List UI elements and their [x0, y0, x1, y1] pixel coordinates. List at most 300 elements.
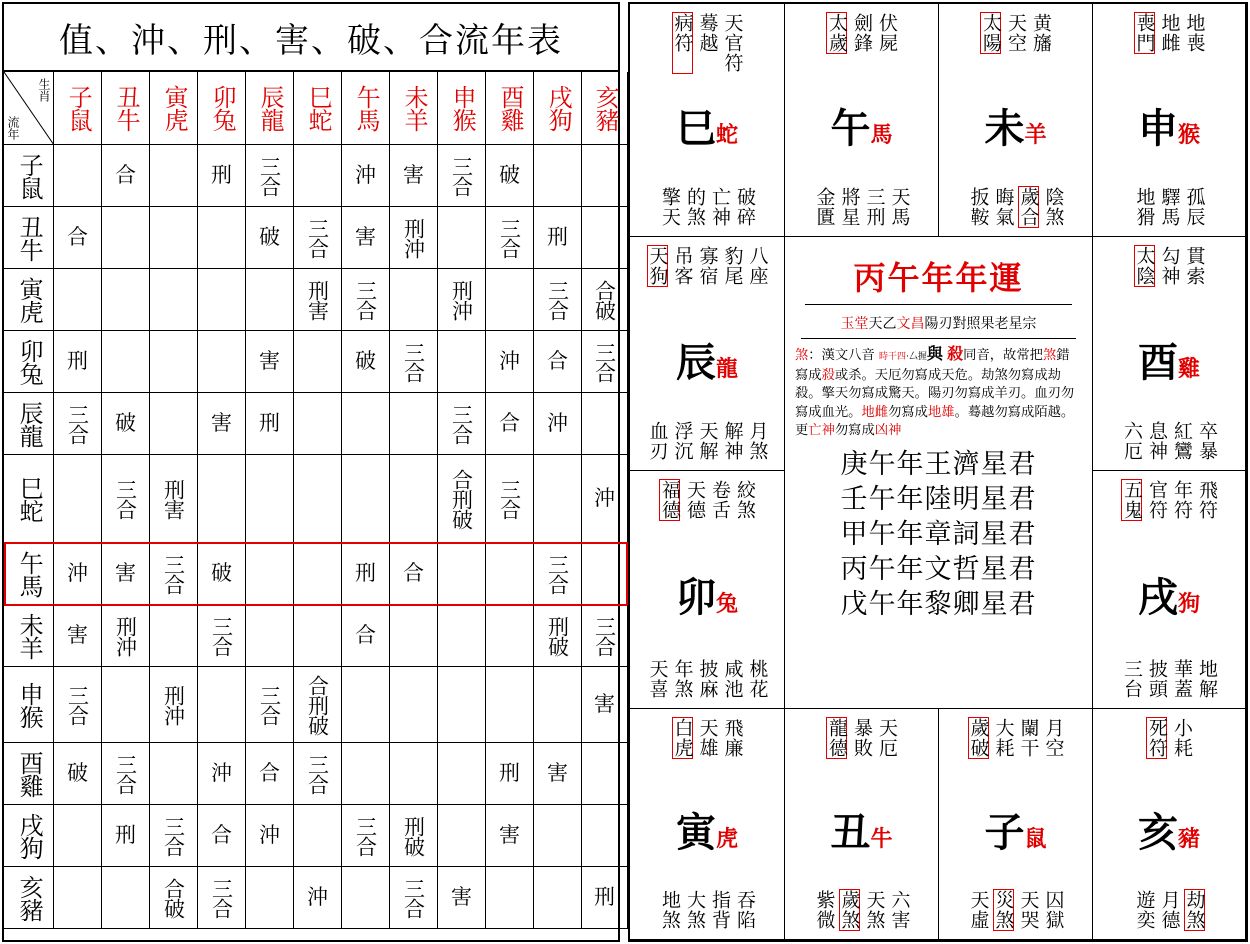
star-name: 歲煞	[838, 890, 861, 930]
relation-text: 合	[211, 823, 232, 848]
table-cell	[390, 667, 438, 743]
palace-branch	[1093, 801, 1245, 858]
table-cell	[342, 543, 390, 605]
palace-chou	[785, 709, 939, 940]
table-cell	[198, 331, 246, 393]
relation-text: 刑	[67, 349, 88, 374]
palace-bottom-stars	[785, 889, 938, 931]
table-cell	[342, 207, 390, 269]
star-name: 八座	[746, 246, 769, 286]
relation-text: 破	[67, 761, 88, 786]
star-name: 華蓋	[1171, 659, 1193, 699]
palace-top-stars	[630, 479, 784, 521]
table-cell	[342, 605, 390, 667]
row-header-label: 亥豬	[15, 874, 44, 921]
star-name: 金匱	[813, 187, 836, 227]
relation-text: 三合	[209, 877, 234, 918]
table-cell	[342, 331, 390, 393]
star-name: 月煞	[746, 421, 769, 461]
star-name: 五鬼	[1121, 480, 1143, 520]
column-header	[486, 72, 534, 145]
palace-bottom-stars	[939, 186, 1092, 228]
relation-text: 沖	[355, 163, 376, 188]
column-header-label: 子鼠	[64, 85, 93, 131]
column-header	[582, 72, 628, 145]
table-cell	[150, 805, 198, 867]
relation-text: 合刑破	[305, 674, 330, 735]
relation-text: 害	[355, 225, 376, 250]
relation-text: 刑沖	[161, 684, 186, 725]
star-name: 將星	[838, 187, 861, 227]
table-cell	[198, 867, 246, 929]
relation-text: 沖	[259, 823, 280, 848]
table-cell	[198, 805, 246, 867]
star-name: 六厄	[1121, 421, 1143, 461]
relation-text: 沖	[211, 761, 232, 786]
star-name: 歲破	[967, 718, 990, 758]
row-header	[4, 393, 54, 455]
table-cell	[582, 805, 628, 867]
star-name: 卷舌	[709, 480, 731, 520]
palace-branch	[630, 566, 784, 623]
table-cell	[486, 207, 534, 269]
note-part: ·厶握	[906, 352, 927, 362]
palace-top-stars	[630, 245, 784, 287]
branch-char: 未	[984, 105, 1025, 153]
table-cell	[342, 867, 390, 929]
star-name: 天雄	[696, 718, 719, 758]
star-name: 吞陷	[734, 890, 756, 930]
table-cell	[150, 543, 198, 605]
table-cell	[582, 269, 628, 331]
star-name: 天空	[1005, 13, 1027, 53]
star-name: 年煞	[671, 659, 694, 699]
table-cell	[534, 605, 582, 667]
relation-text: 沖	[307, 885, 328, 910]
star-name: 暴敗	[851, 718, 873, 758]
table-cell	[150, 207, 198, 269]
star-name: 天虛	[967, 890, 990, 930]
star-name: 地猾	[1133, 187, 1156, 227]
table-cell	[150, 393, 198, 455]
column-header-label: 丑牛	[112, 85, 141, 131]
branch-char: 丑	[830, 809, 871, 857]
palace-si	[630, 4, 785, 237]
relation-text: 三合	[65, 684, 90, 725]
table-cell	[198, 269, 246, 331]
zodiac-animal: 龍	[715, 355, 738, 382]
row-header-label: 戌狗	[15, 812, 44, 859]
relation-text: 三合	[65, 403, 90, 444]
star-name: 浮沉	[671, 421, 694, 461]
relation-text: 三合	[545, 553, 570, 594]
star-name: 闌干	[1017, 718, 1040, 758]
star-name: 太歲	[826, 13, 848, 53]
relation-text: 合	[259, 761, 280, 786]
palace-bottom-stars	[630, 186, 784, 228]
table-cell	[102, 867, 150, 929]
star-name: 天德	[684, 480, 706, 520]
star-lord: 戊午年黎卿星君	[840, 588, 1037, 620]
relation-text: 害	[115, 561, 136, 586]
relation-text: 刑	[115, 823, 136, 848]
column-header-label: 辰龍	[256, 85, 285, 131]
palace-branch	[630, 97, 784, 154]
table-cell	[438, 207, 486, 269]
table-cell	[582, 331, 628, 393]
row-header	[4, 331, 54, 393]
column-header-label: 寅虎	[160, 85, 189, 131]
relation-text: 合破	[161, 877, 186, 918]
relation-text: 刑	[355, 561, 376, 586]
relation-text: 三合	[353, 279, 378, 320]
table-cell	[102, 605, 150, 667]
relation-text: 三合	[113, 478, 138, 519]
palace-you	[1093, 237, 1246, 471]
table-cell	[294, 145, 342, 207]
row-header-label: 寅虎	[15, 276, 44, 323]
table-cell	[342, 145, 390, 207]
star-name: 小耗	[1171, 718, 1193, 758]
spelling-note	[795, 345, 1082, 441]
table-cell	[486, 145, 534, 207]
relation-text: 刑破	[401, 815, 426, 856]
table-cell	[438, 605, 486, 667]
table-cell	[150, 269, 198, 331]
star-name: 孤辰	[1183, 187, 1206, 227]
table-cell	[246, 605, 294, 667]
table-cell	[534, 805, 582, 867]
chart-title: 丙午年年運	[805, 253, 1072, 305]
relation-text: 三合	[353, 815, 378, 856]
row-header-label: 午馬	[15, 550, 44, 597]
star-name: 天哭	[1017, 890, 1040, 930]
relation-text: 沖	[499, 349, 520, 374]
note-part: 錯寫成	[795, 348, 1070, 383]
table-cell	[534, 331, 582, 393]
relation-text: 三合	[161, 553, 186, 594]
star-name: 的煞	[684, 187, 706, 227]
subtitle-part: 文昌	[896, 316, 925, 332]
palace-branch	[630, 331, 784, 388]
table-cell	[102, 455, 150, 543]
relation-text: 三合	[161, 815, 186, 856]
table-cell	[486, 743, 534, 805]
palace-top-stars	[1093, 12, 1245, 54]
star-name: 卒暴	[1196, 421, 1218, 461]
relation-text: 三合	[497, 478, 522, 519]
table-cell	[486, 867, 534, 929]
table-cell	[150, 743, 198, 805]
star-name: 地解	[1196, 659, 1218, 699]
palace-mao	[630, 471, 785, 709]
star-name: 解神	[721, 421, 744, 461]
note-part: 亡神	[808, 423, 835, 438]
table-cell	[54, 805, 102, 867]
note-part: 殺	[821, 367, 835, 383]
branch-char: 酉	[1137, 338, 1178, 386]
star-name: 蓦越	[696, 13, 719, 53]
table-cell	[582, 605, 628, 667]
relation-text: 三合	[449, 403, 474, 444]
table-cell	[486, 605, 534, 667]
column-header-label: 亥豬	[591, 85, 620, 131]
star-name: 桃花	[746, 659, 769, 699]
table-grid	[4, 72, 618, 940]
star-name: 扳鞍	[967, 187, 990, 227]
table-cell	[246, 269, 294, 331]
relation-text: 三合	[401, 877, 426, 918]
star-name: 伏屍	[876, 13, 898, 53]
relation-text: 合	[115, 163, 136, 188]
table-cell	[390, 207, 438, 269]
zodiac-animal: 雞	[1177, 355, 1200, 382]
relation-text: 三合	[209, 615, 234, 656]
star-name: 晦氣	[992, 187, 1015, 227]
palace-branch	[630, 801, 784, 858]
star-name: 白虎	[671, 718, 694, 758]
table-cell	[534, 867, 582, 929]
column-header-label: 巳蛇	[304, 85, 333, 131]
star-name: 月空	[1042, 718, 1065, 758]
table-cell	[438, 743, 486, 805]
table-cell	[390, 331, 438, 393]
star-name: 月德	[1158, 890, 1181, 930]
row-header	[4, 269, 54, 331]
column-header-label: 申猴	[448, 85, 477, 131]
star-name: 紅鸞	[1171, 421, 1193, 461]
table-cell	[198, 207, 246, 269]
star-name: 擎天	[659, 187, 681, 227]
table-cell	[54, 743, 102, 805]
palace-bottom-stars	[1093, 186, 1245, 228]
note-part: 凶神	[874, 423, 902, 438]
table-cell	[534, 543, 582, 605]
annual-fortune-chart	[628, 2, 1248, 942]
star-name: 死符	[1146, 718, 1168, 758]
row-header-label: 巳蛇	[15, 475, 44, 522]
relation-text: 破	[259, 225, 280, 250]
row-header	[4, 743, 54, 805]
note-part: 勿寫成	[834, 423, 875, 438]
relation-table	[2, 2, 620, 942]
table-cell	[102, 743, 150, 805]
relation-text: 刑害	[161, 478, 186, 519]
table-cell	[102, 393, 150, 455]
relation-text: 三合	[592, 341, 617, 382]
star-name: 官符	[1146, 480, 1168, 520]
star-name: 地煞	[659, 890, 681, 930]
table-cell	[534, 269, 582, 331]
note-part: 與	[926, 344, 943, 363]
table-cell	[534, 145, 582, 207]
star-name: 大耗	[992, 718, 1015, 758]
row-header	[4, 543, 54, 605]
palace-branch	[1093, 566, 1245, 623]
note-part: 同音，故常把	[963, 348, 1043, 363]
branch-char: 戌	[1137, 574, 1178, 622]
star-name: 天煞	[863, 890, 886, 930]
table-cell	[246, 667, 294, 743]
table-cell	[102, 145, 150, 207]
star-name: 太陽	[980, 13, 1002, 53]
star-name: 披麻	[696, 659, 719, 699]
star-name: 天馬	[888, 187, 911, 227]
row-header	[4, 145, 54, 207]
table-cell	[342, 393, 390, 455]
palace-top-stars	[1093, 717, 1245, 759]
row-header-label: 辰龍	[15, 400, 44, 447]
relation-text: 害	[67, 623, 88, 648]
table-cell	[534, 667, 582, 743]
table-cell	[294, 543, 342, 605]
table-cell	[294, 805, 342, 867]
palace-yin	[630, 709, 785, 940]
center-panel	[785, 237, 1093, 709]
table-cell	[486, 393, 534, 455]
table-title: 值、沖、刑、害、破、合流年表	[4, 4, 618, 72]
note-part: 或杀。天厄勿寫成天危。劫煞勿寫成劫殺。擎天勿寫成驚天。陽刃勿寫成羊刃。血刃勿寫成血光。	[795, 367, 1075, 420]
note-part: 殺	[947, 344, 964, 363]
table-cell	[54, 207, 102, 269]
subtitle-part: 陽刃對照果老星宗	[924, 316, 1037, 332]
note-part: 時干四	[879, 352, 907, 362]
table-cell	[438, 393, 486, 455]
star-name: 驛馬	[1158, 187, 1181, 227]
zodiac-animal: 蛇	[715, 122, 738, 149]
relation-text: 三合	[113, 753, 138, 794]
star-name: 天官符	[721, 13, 744, 73]
relation-text: 害	[211, 411, 232, 436]
star-name: 歲合	[1017, 187, 1040, 227]
star-lord: 丙午年文哲星君	[840, 553, 1037, 585]
table-cell	[342, 455, 390, 543]
star-name: 天厄	[876, 718, 898, 758]
table-cell	[438, 543, 486, 605]
star-name: 龍德	[826, 718, 848, 758]
table-cell	[150, 455, 198, 543]
palace-zi	[939, 709, 1093, 940]
table-cell	[294, 867, 342, 929]
table-cell	[102, 331, 150, 393]
star-name: 太陰	[1133, 246, 1156, 286]
table-cell	[342, 667, 390, 743]
table-cell	[582, 543, 628, 605]
table-cell	[582, 145, 628, 207]
table-cell	[486, 331, 534, 393]
note-part: 地雄	[927, 404, 955, 420]
table-cell	[486, 805, 534, 867]
palace-bottom-stars	[630, 420, 784, 462]
table-cell	[54, 605, 102, 667]
relation-text: 刑沖	[401, 217, 426, 258]
relation-text: 刑沖	[113, 615, 138, 656]
column-header-label: 戌狗	[544, 85, 573, 131]
column-header	[294, 72, 342, 145]
table-cell	[54, 543, 102, 605]
table-cell	[54, 269, 102, 331]
table-cell	[198, 393, 246, 455]
palace-branch	[785, 801, 938, 858]
relation-text: 沖	[67, 561, 88, 586]
palace-bottom-stars	[630, 889, 784, 931]
star-name: 災煞	[992, 890, 1015, 930]
column-header-label: 酉雞	[496, 85, 525, 131]
relation-text: 三合	[305, 753, 330, 794]
column-header	[198, 72, 246, 145]
star-name: 黄旛	[1030, 13, 1052, 53]
star-name: 披頭	[1146, 659, 1168, 699]
star-lord: 庚午年王濟星君	[840, 448, 1037, 480]
table-cell	[342, 743, 390, 805]
table-cell	[582, 867, 628, 929]
corner-bottom-label: 流年	[6, 116, 20, 140]
note-part: 勿寫成	[888, 404, 928, 420]
star-name: 地喪	[1183, 13, 1206, 53]
table-cell	[534, 455, 582, 543]
palace-branch	[1093, 97, 1245, 154]
row-header-label: 子鼠	[15, 152, 44, 199]
relation-text: 三合	[257, 155, 282, 196]
palace-top-stars	[1093, 479, 1245, 521]
table-cell	[198, 455, 246, 543]
star-name: 劫煞	[1183, 890, 1206, 930]
star-name: 飛符	[1196, 480, 1218, 520]
relation-text: 刑害	[305, 279, 330, 320]
table-cell	[438, 145, 486, 207]
table-cell	[150, 331, 198, 393]
corner-cell	[4, 72, 54, 145]
row-header-label: 申猴	[15, 681, 44, 728]
relation-text: 破	[499, 163, 520, 188]
relation-text: 害	[451, 885, 472, 910]
row-header	[4, 667, 54, 743]
relation-text: 三合	[401, 341, 426, 382]
row-header	[4, 805, 54, 867]
relation-text: 刑	[259, 411, 280, 436]
palace-top-stars	[785, 12, 938, 54]
zodiac-animal: 兔	[715, 591, 738, 618]
table-cell	[438, 805, 486, 867]
table-cell	[246, 805, 294, 867]
table-cell	[246, 455, 294, 543]
table-cell	[102, 207, 150, 269]
table-cell	[390, 743, 438, 805]
zodiac-animal: 狗	[1177, 591, 1200, 618]
star-name: 寡宿	[696, 246, 719, 286]
table-cell	[486, 667, 534, 743]
relation-text: 沖	[547, 411, 568, 436]
table-cell	[534, 743, 582, 805]
table-cell	[294, 605, 342, 667]
relation-text: 刑	[211, 163, 232, 188]
palace-xu	[1093, 471, 1246, 709]
table-cell	[150, 667, 198, 743]
table-cell	[390, 393, 438, 455]
relation-text: 合	[499, 411, 520, 436]
star-name: 息神	[1146, 421, 1168, 461]
palace-shen	[1093, 4, 1246, 237]
relation-text: 破	[211, 561, 232, 586]
column-header-label: 午馬	[352, 85, 381, 131]
row-header-label: 卯兔	[15, 338, 44, 385]
table-cell	[54, 455, 102, 543]
relation-text: 合	[547, 349, 568, 374]
relation-text: 三合	[257, 684, 282, 725]
table-cell	[390, 605, 438, 667]
star-name: 血刃	[646, 421, 669, 461]
zodiac-animal: 虎	[715, 826, 738, 853]
